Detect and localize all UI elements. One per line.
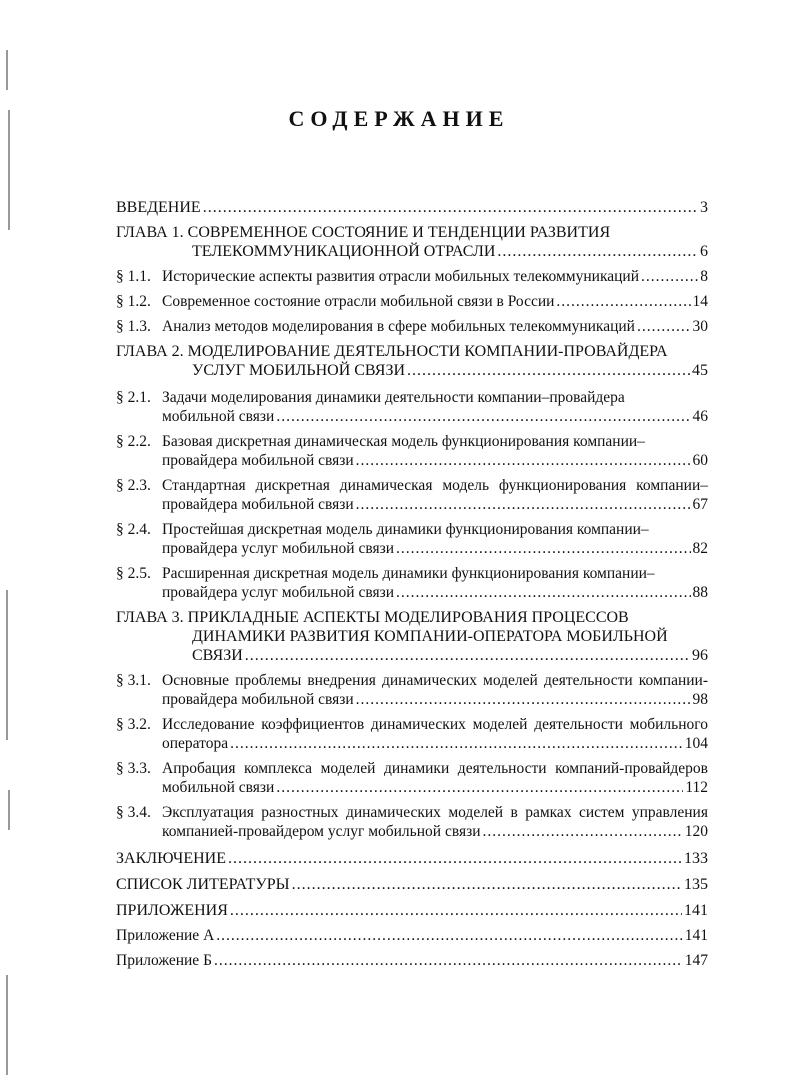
section-number: § 2.3.	[116, 477, 151, 494]
toc-page-number: 133	[684, 850, 708, 867]
toc-entry-text: Приложение А	[116, 927, 215, 944]
section-title-cont: мобильной связи	[162, 408, 275, 425]
toc-page-number: 45	[692, 362, 708, 379]
section-number: § 1.2.	[116, 293, 151, 310]
chapter-heading: ГЛАВА 2. МОДЕЛИРОВАНИЕ ДЕЯТЕЛЬНОСТИ КОМПАНИИ-ПРОВАЙДЕРА	[116, 343, 668, 360]
toc-chapter-1	[116, 223, 708, 261]
toc-page-number: 112	[685, 779, 708, 796]
toc-entry-intro	[116, 198, 708, 217]
toc-page-number: 60	[692, 452, 708, 469]
section-title: Базовая дискретная динамическая модель функционирования компании–	[162, 433, 645, 450]
toc-entry-literature	[116, 875, 708, 894]
scan-artifact	[6, 975, 8, 1075]
toc-page-number: 147	[684, 952, 708, 969]
toc-entry-text: ЗАКЛЮЧЕНИЕ	[116, 850, 226, 867]
toc-entry-text: ПРИЛОЖЕНИЯ	[116, 902, 228, 919]
toc-page-number: 120	[684, 823, 708, 840]
chapter-heading-cont: СВЯЗИ	[192, 647, 243, 664]
toc-page-number: 14	[692, 293, 708, 310]
section-number: § 2.4.	[116, 521, 151, 538]
section-title: Исследование коэффициентов динамических моделей деятельности мобильного	[162, 716, 708, 733]
toc-section-2-3	[116, 476, 708, 514]
section-title: Основные проблемы внедрения динамических моделей деятельности компании-	[162, 672, 708, 689]
chapter-heading-cont: УСЛУГ МОБИЛЬНОЙ СВЯЗИ	[192, 362, 406, 379]
toc-entry-text: Приложение Б	[116, 952, 212, 969]
toc-section-3-1	[116, 671, 708, 709]
table-of-contents	[116, 198, 708, 970]
toc-section-2-1	[116, 388, 708, 426]
section-number: § 3.4.	[116, 804, 151, 821]
section-number: § 2.1.	[116, 389, 151, 406]
section-title-cont: провайдера мобильной связи	[162, 691, 354, 708]
toc-page-number: 46	[692, 408, 708, 425]
section-title-cont: провайдера мобильной связи	[162, 452, 354, 469]
section-number: § 3.3.	[116, 760, 151, 777]
section-number: § 3.2.	[116, 716, 151, 733]
toc-section-2-2	[116, 432, 708, 470]
toc-section-3-4	[116, 803, 708, 841]
toc-entry-conclusion	[116, 849, 708, 868]
toc-section-3-2	[116, 715, 708, 753]
chapter-heading-cont: ДИНАМИКИ РАЗВИТИЯ КОМПАНИИ-ОПЕРАТОРА МОБИЛЬНОЙ	[192, 628, 668, 645]
toc-section-1-1	[116, 267, 708, 286]
toc-page-number: 82	[692, 540, 708, 557]
toc-page-number: 96	[692, 647, 708, 664]
toc-entry-text: СПИСОК ЛИТЕРАТУРЫ	[116, 876, 290, 893]
section-title: Задачи моделирования динамики деятельности компании–провайдера	[162, 389, 625, 406]
toc-section-1-3	[116, 317, 708, 336]
chapter-heading: ГЛАВА 1. СОВРЕМЕННОЕ СОСТОЯНИЕ И ТЕНДЕНЦИИ РАЗВИТИЯ	[116, 224, 611, 241]
chapter-heading-cont: ТЕЛЕКОММУНИКАЦИОННОЙ ОТРАСЛИ	[192, 243, 496, 260]
toc-chapter-3	[116, 608, 708, 665]
scan-artifact	[6, 590, 8, 740]
toc-page-number: 141	[684, 902, 708, 919]
section-title: Простейшая дискретная модель динамики функционирования компании–	[162, 521, 649, 538]
section-number: § 1.3.	[116, 318, 151, 335]
chapter-heading: ГЛАВА 3. ПРИКЛАДНЫЕ АСПЕКТЫ МОДЕЛИРОВАНИЯ ПРОЦЕССОВ	[116, 609, 629, 626]
section-title: Эксплуатация разностных динамических моделей в рамках систем управления	[162, 804, 708, 821]
section-title: Апробация комплекса моделей динамики деятельности компаний-провайдеров	[162, 760, 708, 777]
toc-section-1-2	[116, 292, 708, 311]
section-title-cont: мобильной связи	[162, 779, 275, 796]
toc-section-2-5	[116, 564, 708, 602]
toc-entry-appendix-a	[116, 926, 708, 945]
section-title: Стандартная дискретная динамическая модель функционирования компании–	[162, 477, 708, 494]
toc-page-number: 98	[692, 691, 708, 708]
toc-page-number: 135	[684, 876, 708, 893]
section-title: Анализ методов моделирования в сфере мобильных телекоммуникаций	[162, 318, 635, 335]
toc-page-number: 6	[700, 243, 708, 260]
toc-page-number: 88	[692, 584, 708, 601]
toc-section-2-4	[116, 520, 708, 558]
section-title-cont: провайдера мобильной связи	[162, 496, 354, 513]
toc-chapter-2	[116, 342, 708, 380]
toc-entry-appendices	[116, 901, 708, 920]
toc-page-number: 30	[692, 318, 708, 335]
toc-page-number: 104	[684, 735, 708, 752]
section-number: § 2.2.	[116, 433, 151, 450]
toc-page-number: 3	[700, 199, 708, 216]
toc-section-3-3	[116, 759, 708, 797]
section-title: Расширенная дискретная модель динамики функционирования компании–	[162, 565, 655, 582]
toc-page-number: 67	[692, 496, 708, 513]
section-number: § 2.5.	[116, 565, 151, 582]
section-title-cont: провайдера услуг мобильной связи	[162, 540, 395, 557]
section-title: Исторические аспекты развития отрасли мобильных телекоммуникаций	[162, 268, 640, 285]
section-title: Современное состояние отрасли мобильной связи в России	[162, 293, 555, 310]
page-title: СОДЕРЖАНИЕ	[288, 106, 510, 131]
section-title-cont: оператора	[162, 735, 229, 752]
toc-page-number: 8	[700, 268, 708, 285]
section-title-cont: провайдера услуг мобильной связи	[162, 584, 395, 601]
scan-artifact	[6, 50, 8, 90]
scan-artifact	[8, 790, 10, 830]
section-number: § 1.1.	[116, 268, 151, 285]
toc-entry-text: ВВЕДЕНИЕ	[116, 199, 201, 216]
toc-entry-appendix-b	[116, 951, 708, 970]
section-title-cont: компанией-провайдером услуг мобильной связи	[162, 823, 481, 840]
toc-page-number: 141	[684, 927, 708, 944]
section-number: § 3.1.	[116, 672, 151, 689]
